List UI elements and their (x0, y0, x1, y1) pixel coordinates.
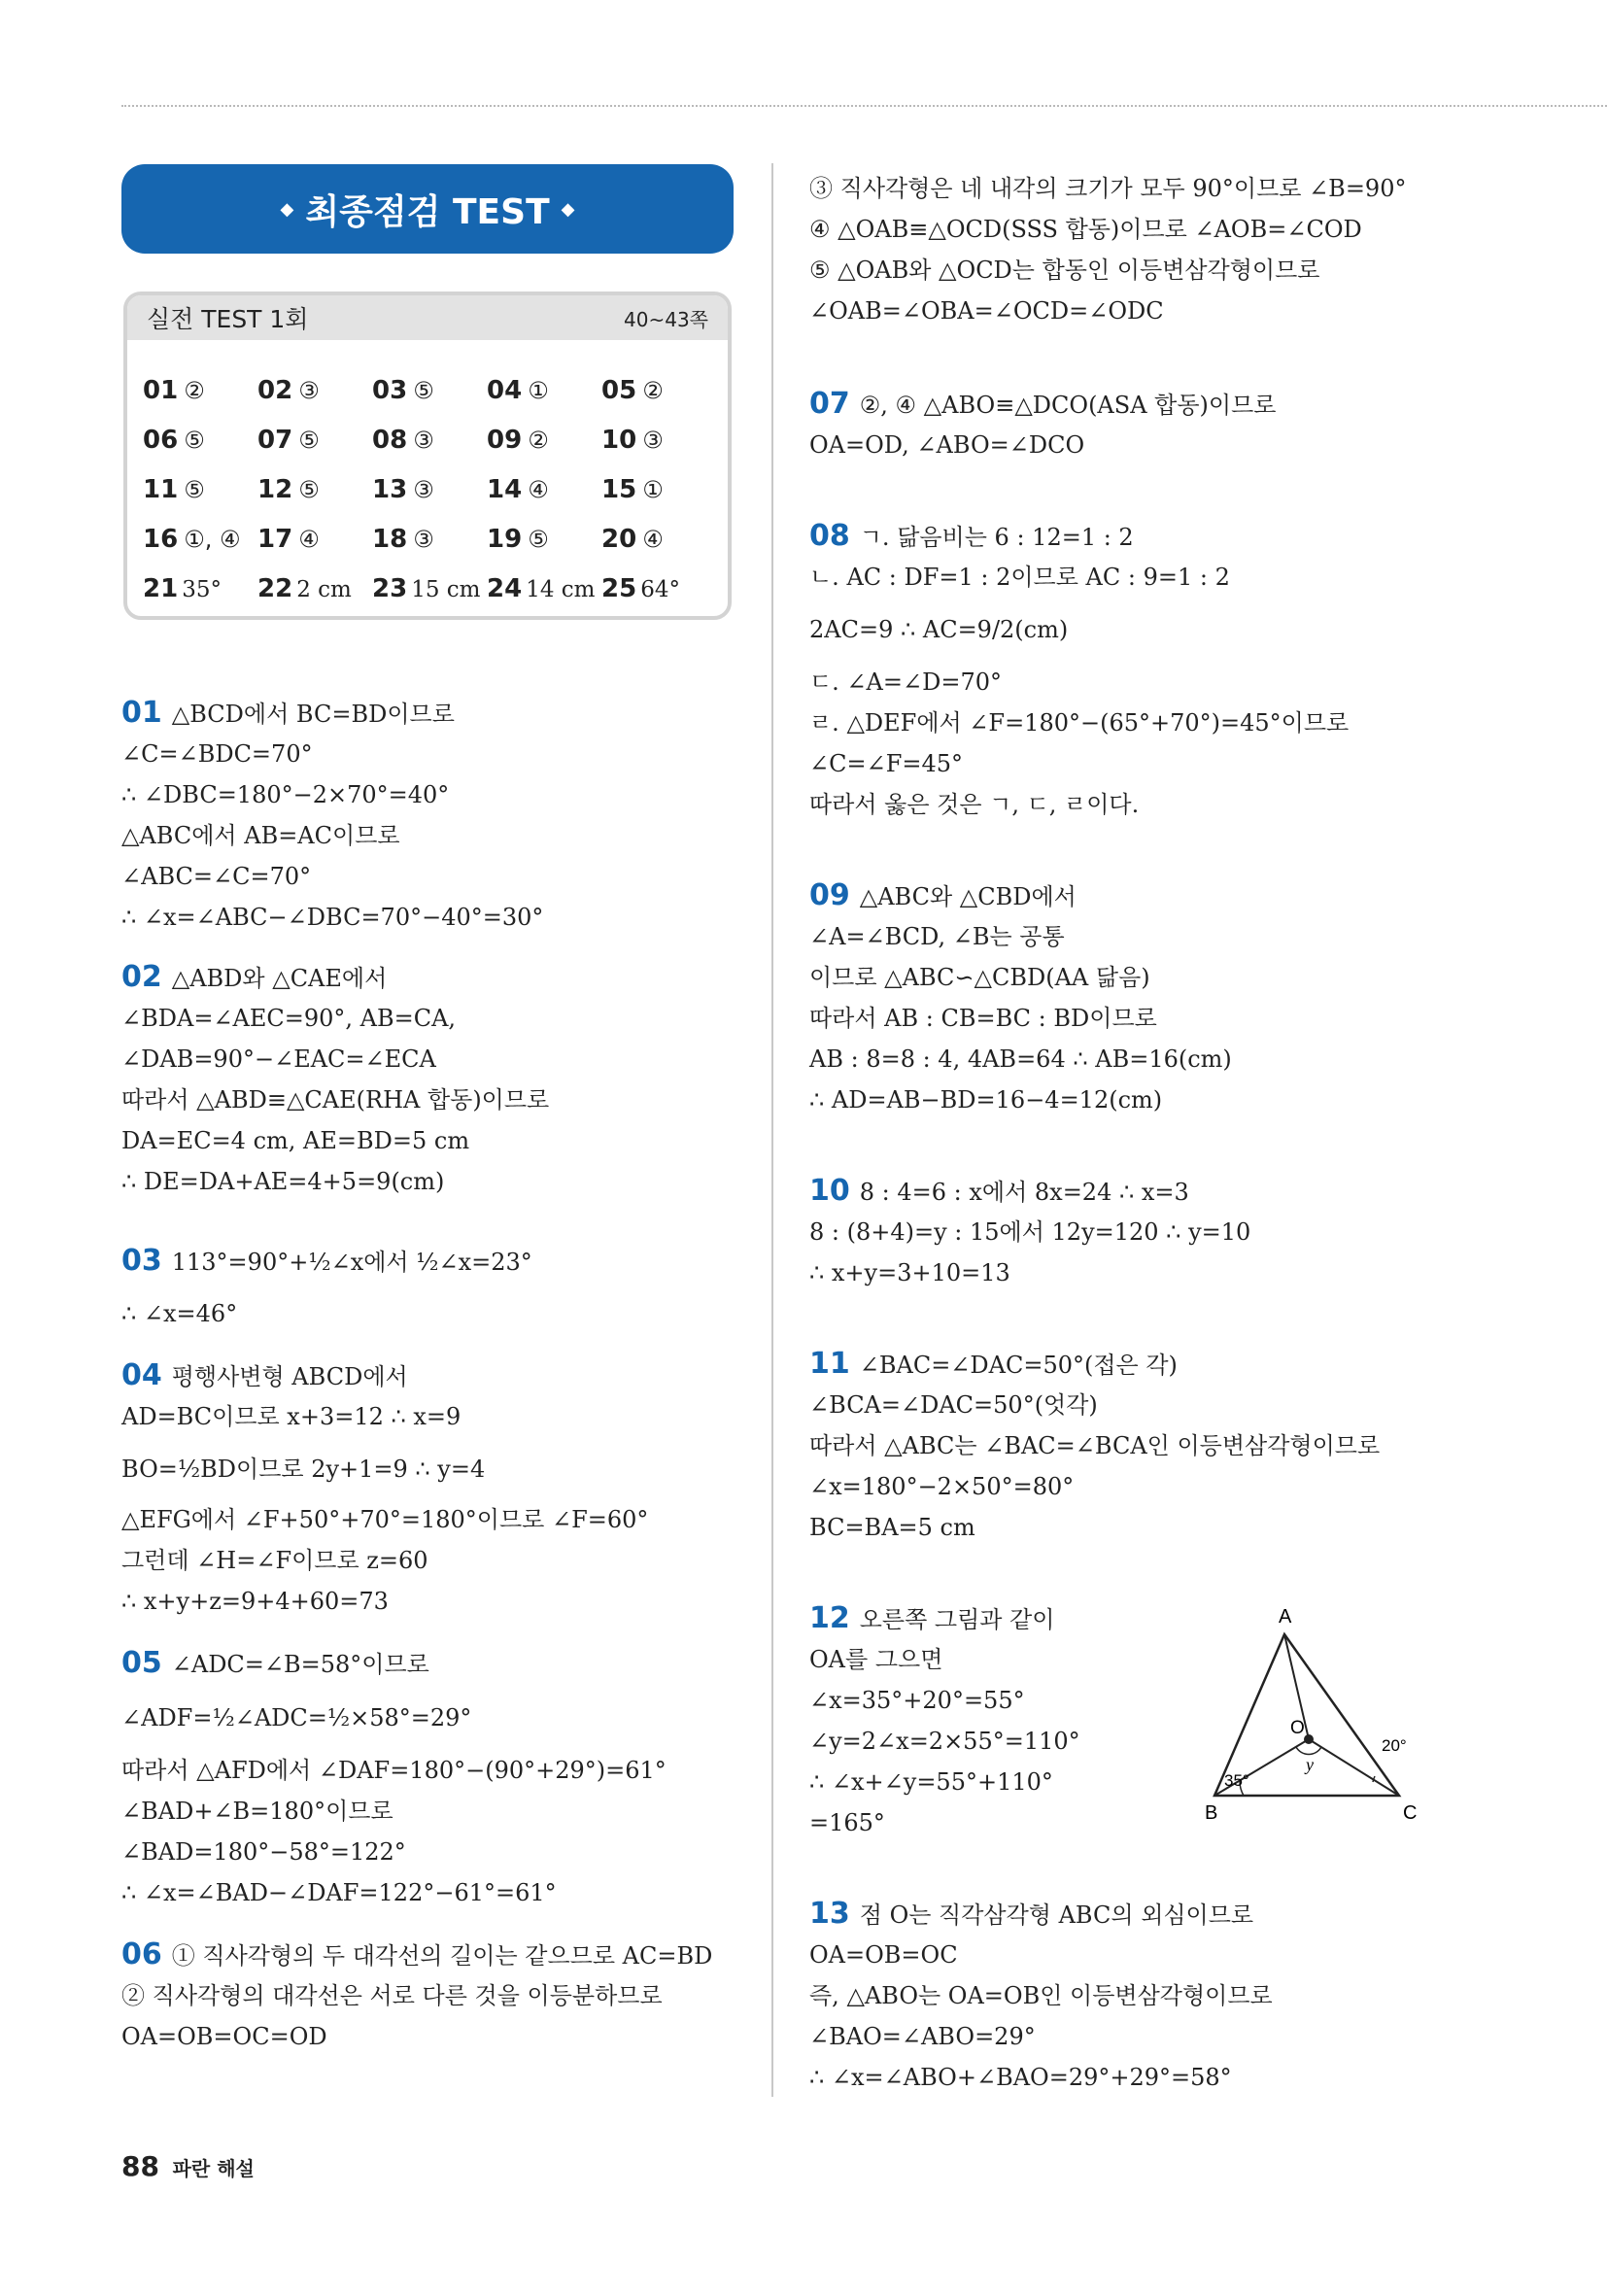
question-number: 12 (809, 1601, 850, 1635)
solution-line (809, 2062, 1232, 2093)
footer-label: 파란 해설 (172, 2157, 255, 2180)
solution-line (121, 1796, 393, 1827)
question-number: 01 (121, 696, 162, 730)
solution-line (809, 614, 1068, 645)
answer-cell (257, 574, 372, 603)
answer-number: 24 (487, 573, 523, 603)
question-number: 02 (121, 960, 162, 994)
solution-line (809, 2021, 1036, 2052)
solution-line (809, 789, 1139, 820)
page-number: 88 (121, 2150, 159, 2182)
answer-value: 2 cm (296, 576, 352, 602)
solution-text: ∠BCA=∠DAC=50°(엇각) (809, 1391, 1098, 1419)
solution-start-line (121, 698, 455, 730)
answer-value: ④ (528, 475, 549, 503)
answer-value: ③ (298, 376, 320, 404)
solution-text: ∠DAB=90°−∠EAC=∠ECA (121, 1045, 436, 1073)
solution-line (121, 861, 311, 892)
solution-line (121, 779, 449, 810)
solution-text: 이므로 △ABC∽△CBD(AA 닮음) (809, 964, 1150, 991)
solution-text: 평행사변형 ABCD에서 (171, 1363, 408, 1390)
solution-text: 2AC=9 ∴ AC=9/2(cm) (809, 616, 1069, 643)
answer-cell (143, 525, 257, 554)
solution-text: ② 직사각형의 대각선은 서로 다른 것을 이등분하므로 (121, 1982, 663, 2009)
solution-text: ∠ADC=∠B=58°이므로 (171, 1651, 429, 1678)
solution-text: ∴ ∠x+∠y=55°+110° (809, 1768, 1053, 1796)
answer-cell (372, 574, 487, 603)
solution-text: 8 : (8+4)=y : 15에서 12y=120 ∴ y=10 (809, 1218, 1251, 1246)
label-a: A (1279, 1606, 1292, 1628)
solution-start-line (121, 1360, 408, 1392)
solution-text: AB : 8=8 : 4, 4AB=64 ∴ AB=16(cm) (809, 1045, 1232, 1073)
answer-value: 14 cm (526, 576, 596, 602)
solution-start-line (809, 1603, 1054, 1635)
solution-line (121, 1401, 461, 1432)
solution-start-line (809, 1176, 1189, 1208)
solution-line (809, 748, 963, 779)
answer-box-header (127, 295, 728, 340)
solution-line (121, 1504, 648, 1535)
solution-text: ㄹ. △DEF에서 ∠F=180°−(65°+70°)=45°이므로 (809, 709, 1350, 737)
answer-value: ① (528, 376, 549, 404)
answer-value: ② (528, 426, 549, 454)
answer-cell (487, 475, 601, 504)
answer-value: ③ (413, 475, 434, 503)
top-dotted-rule (121, 105, 1607, 107)
question-number: 10 (809, 1174, 850, 1208)
solution-start-line (121, 962, 387, 994)
answer-box-title: 실전 TEST 1회 (147, 305, 309, 333)
solution-text: DA=EC=4 cm, AE=BD=5 cm (121, 1127, 470, 1154)
question-number: 05 (121, 1646, 162, 1680)
solution-text: ∠y=2∠x=2×55°=110° (809, 1728, 1080, 1755)
solution-line (809, 1430, 1380, 1461)
answer-cell (372, 525, 487, 554)
answer-value: ③ (413, 426, 434, 454)
solution-text: ∠A=∠BCD, ∠B는 공통 (809, 923, 1065, 950)
answer-cell (487, 376, 601, 405)
diamond-icon: ◆ (561, 198, 575, 220)
answer-number: 12 (257, 474, 293, 504)
solution-start-line (809, 880, 1077, 912)
solution-line (121, 1166, 444, 1197)
answer-row (143, 415, 716, 464)
answer-number: 25 (601, 573, 637, 603)
solution-line (809, 1003, 1157, 1034)
solution-text: ∴ ∠x=∠ABC−∠DBC=70°−40°=30° (121, 904, 544, 931)
solution-line (809, 295, 1164, 326)
section-banner (121, 164, 734, 254)
section-title: 최종점검 TEST (305, 191, 550, 232)
solution-text: ∴ ∠x=∠ABO+∠BAO=29°+29°=58° (809, 2064, 1232, 2091)
answer-number: 22 (257, 573, 293, 603)
answer-row (143, 564, 716, 613)
answer-number: 05 (601, 375, 637, 405)
solution-text: ∠ADF=½∠ADC=½×58°=29° (121, 1704, 472, 1731)
solution-text: OA=OD, ∠ABO=∠DCO (809, 431, 1085, 459)
label-o: O (1290, 1718, 1305, 1738)
question-number: 11 (809, 1347, 850, 1381)
solution-text: 따라서 △ABD≡△CAE(RHA 합동)이므로 (121, 1086, 550, 1114)
solution-start-line (121, 1648, 429, 1680)
solution-text: ∠x=35°+20°=55° (809, 1687, 1025, 1714)
question-number: 03 (121, 1244, 162, 1278)
solution-text: BO=½BD이므로 2y+1=9 ∴ y=4 (121, 1456, 486, 1483)
solution-line (121, 1586, 389, 1617)
point-o (1304, 1734, 1314, 1744)
solution-line (809, 1644, 942, 1675)
solution-text: △ABD와 △CAE에서 (171, 965, 388, 992)
solution-line (121, 1003, 456, 1034)
answer-grid (143, 365, 716, 613)
solution-line (121, 1125, 469, 1156)
answer-cell (487, 574, 601, 603)
solution-line (121, 1298, 237, 1329)
answer-cell (257, 426, 372, 455)
solution-start-line (809, 521, 1134, 553)
solution-line (809, 1807, 885, 1838)
solution-text: OA를 그으면 (809, 1646, 943, 1673)
solution-text: ④ △OAB≡△OCD(SSS 합동)이므로 ∠AOB=∠COD (809, 216, 1362, 243)
column-divider (771, 163, 773, 2097)
answer-cell (257, 525, 372, 554)
answer-value: ⑤ (298, 426, 320, 454)
answer-cell (372, 426, 487, 455)
solution-text: 따라서 옳은 것은 ㄱ, ㄷ, ㄹ이다. (809, 791, 1140, 818)
answer-value: ③ (413, 525, 434, 553)
answer-cell (143, 376, 257, 405)
answer-number: 19 (487, 524, 523, 554)
answer-cell (601, 574, 716, 603)
answer-cell (143, 574, 257, 603)
answer-cell (601, 376, 716, 405)
solution-line (809, 1939, 958, 1970)
solution-line (121, 820, 400, 851)
answer-value: ⑤ (298, 475, 320, 503)
solution-text: ① 직사각형의 두 대각선의 길이는 같으므로 AC=BD (171, 1942, 713, 1970)
answer-row (143, 365, 716, 415)
answer-value: ⑤ (413, 376, 434, 404)
answer-summary-box (123, 291, 732, 620)
answer-value: ④ (642, 525, 664, 553)
solution-text: ∠C=∠BDC=70° (121, 740, 313, 768)
solution-text: 즉, △ABO는 OA=OB인 이등변삼각형이므로 (809, 1982, 1273, 2009)
solution-line (809, 429, 1084, 461)
solution-text: △EFG에서 ∠F+50°+70°=180°이므로 ∠F=60° (121, 1506, 649, 1533)
solution-text: △ABC와 △CBD에서 (859, 883, 1077, 910)
answer-number: 09 (487, 425, 523, 455)
solution-text: ㄴ. AC : DF=1 : 2이므로 AC : 9=1 : 2 (809, 564, 1230, 591)
answer-value: ② (642, 376, 664, 404)
answer-value: ④ (298, 525, 320, 553)
answer-cell (372, 475, 487, 504)
solution-text: ∴ AD=AB−BD=16−4=12(cm) (809, 1086, 1163, 1114)
answer-number: 07 (257, 425, 293, 455)
answer-number: 01 (143, 375, 179, 405)
answer-number: 20 (601, 524, 637, 554)
label-c: C (1403, 1802, 1418, 1823)
question-number: 13 (809, 1897, 850, 1931)
solution-line (121, 1836, 406, 1868)
solution-text: ∠ABC=∠C=70° (121, 863, 312, 890)
solution-text: ∠BAD+∠B=180°이므로 (121, 1798, 393, 1825)
solution-line (809, 1471, 1074, 1502)
solution-line (121, 1980, 663, 2011)
solution-line (121, 1044, 436, 1075)
label-b: B (1205, 1802, 1218, 1823)
solution-text: △ABC에서 AB=AC이므로 (121, 822, 400, 849)
solution-line (809, 962, 1150, 993)
solution-text: 오른쪽 그림과 같이 (859, 1606, 1055, 1633)
solution-text: =165° (809, 1809, 885, 1836)
solution-line (121, 902, 543, 933)
solution-text: 113°=90°+½∠x에서 ½∠x=23° (171, 1249, 532, 1276)
answer-box-pages: 40~43쪽 (624, 307, 708, 331)
solution-line (809, 1044, 1232, 1075)
diamond-icon: ◆ (280, 198, 294, 220)
answer-number: 15 (601, 474, 637, 504)
answer-number: 18 (372, 524, 408, 554)
page-footer (121, 2150, 255, 2182)
solution-line (121, 738, 313, 770)
solution-line (809, 562, 1230, 593)
answer-number: 04 (487, 375, 523, 405)
solution-text: 8 : 4=6 : x에서 8x=24 ∴ x=3 (859, 1179, 1189, 1206)
label-y: y (1306, 1755, 1314, 1774)
solution-line (121, 1545, 428, 1576)
solution-text: ∴ ∠DBC=180°−2×70°=40° (121, 781, 450, 808)
solution-line (121, 2021, 327, 2052)
solution-start-line (121, 1939, 712, 1971)
answer-cell (487, 426, 601, 455)
question-number: 06 (121, 1937, 162, 1971)
question-number: 09 (809, 878, 850, 912)
answer-cell (143, 475, 257, 504)
solution-line (121, 1454, 485, 1485)
solution-text: ③ 직사각형은 네 내각의 크기가 모두 90°이므로 ∠B=90° (809, 175, 1407, 202)
solution-start-line (121, 1246, 532, 1278)
solution-line (121, 1877, 557, 1908)
solution-text: ∠BAC=∠DAC=50°(접은 각) (859, 1352, 1178, 1379)
solution-line (809, 1766, 1053, 1798)
answer-number: 06 (143, 425, 179, 455)
question-number: 07 (809, 387, 850, 421)
label-angle-c: 20° (1382, 1736, 1407, 1755)
solution-text: ∠C=∠F=45° (809, 750, 963, 777)
solution-line (809, 1257, 1010, 1288)
solution-line (809, 1512, 975, 1543)
solution-line (809, 1217, 1250, 1248)
label-angle-b: 35° (1224, 1771, 1249, 1790)
answer-value: 64° (640, 576, 680, 602)
answer-cell (601, 525, 716, 554)
solution-text: ∠BAD=180°−58°=122° (121, 1838, 406, 1866)
question-number: 08 (809, 519, 850, 553)
solution-text: ∴ x+y=3+10=13 (809, 1259, 1010, 1286)
angle-arc-y (1296, 1747, 1321, 1755)
answer-cell (601, 475, 716, 504)
solution-text: 따라서 △ABC는 ∠BAC=∠BCA인 이등변삼각형이므로 (809, 1432, 1381, 1459)
solution-text: ∴ ∠x=46° (121, 1300, 238, 1327)
solution-text: ∴ x+y+z=9+4+60=73 (121, 1588, 389, 1615)
answer-cell (257, 376, 372, 405)
solution-text: △BCD에서 BC=BD이므로 (171, 701, 455, 728)
answer-cell (257, 475, 372, 504)
solution-line (809, 1726, 1080, 1757)
solution-text: OA=OB=OC (809, 1941, 958, 1969)
answer-value: ② (184, 376, 205, 404)
answer-cell (601, 426, 716, 455)
answer-number: 23 (372, 573, 408, 603)
answer-value: ⑤ (184, 426, 205, 454)
solution-text: ②, ④ △ABO≡△DCO(ASA 합동)이므로 (859, 392, 1277, 419)
answer-value: 35° (182, 576, 222, 602)
solution-text: ⑤ △OAB와 △OCD는 합동인 이등변삼각형이므로 (809, 257, 1320, 284)
solution-text: ㄷ. ∠A=∠D=70° (809, 668, 1002, 696)
solution-line (121, 1755, 667, 1786)
solution-text: 점 O는 직각삼각형 ABC의 외심이므로 (859, 1902, 1254, 1929)
solution-start-line (809, 1349, 1178, 1381)
solution-line (121, 1084, 549, 1115)
solution-line (121, 1702, 471, 1733)
solution-text: ∴ DE=DA+AE=4+5=9(cm) (121, 1168, 445, 1195)
solution-line (809, 707, 1349, 738)
answer-row (143, 514, 716, 564)
solution-text: OA=OB=OC=OD (121, 2023, 327, 2050)
answer-cell (372, 376, 487, 405)
answer-number: 10 (601, 425, 637, 455)
answer-value: ③ (642, 426, 664, 454)
solution-start-line (809, 389, 1276, 421)
answer-number: 21 (143, 573, 179, 603)
answer-number: 14 (487, 474, 523, 504)
solution-text: BC=BA=5 cm (809, 1514, 975, 1541)
solution-line (809, 214, 1362, 245)
solution-text: ㄱ. 닮음비는 6 : 12=1 : 2 (859, 524, 1134, 551)
answer-number: 13 (372, 474, 408, 504)
answer-value: ① (642, 475, 664, 503)
answer-value: ⑤ (528, 525, 549, 553)
solution-line (809, 255, 1319, 286)
solution-text: 따라서 △AFD에서 ∠DAF=180°−(90°+29°)=61° (121, 1757, 667, 1784)
answer-number: 02 (257, 375, 293, 405)
solution-text: ∴ ∠x=∠BAD−∠DAF=122°−61°=61° (121, 1879, 557, 1906)
solution-line (809, 1980, 1273, 2011)
question-number: 04 (121, 1358, 162, 1392)
solution-text: 그런데 ∠H=∠F이므로 z=60 (121, 1547, 428, 1574)
answer-cell (487, 525, 601, 554)
answer-row (143, 464, 716, 514)
solution-text: ∠x=180°−2×50°=80° (809, 1473, 1075, 1500)
answer-value: ①, ④ (184, 525, 241, 553)
answer-number: 17 (257, 524, 293, 554)
solution-text: ∠BAO=∠ABO=29° (809, 2023, 1036, 2050)
triangle-figure (1205, 1605, 1438, 1823)
answer-cell (143, 426, 257, 455)
answer-number: 08 (372, 425, 408, 455)
solution-text: ∠OAB=∠OBA=∠OCD=∠ODC (809, 297, 1164, 325)
solution-line (809, 1389, 1098, 1421)
solution-line (809, 173, 1406, 204)
solution-line (809, 1084, 1162, 1115)
solution-line (809, 1685, 1025, 1716)
answer-number: 16 (143, 524, 179, 554)
answer-number: 03 (372, 375, 408, 405)
answer-value: ⑤ (184, 475, 205, 503)
solution-line (809, 667, 1002, 698)
solution-text: 따라서 AB : CB=BC : BD이므로 (809, 1005, 1157, 1032)
solution-line (809, 921, 1065, 952)
solution-text: AD=BC이므로 x+3=12 ∴ x=9 (121, 1403, 462, 1430)
solution-text: ∠BDA=∠AEC=90°, AB=CA, (121, 1005, 457, 1032)
answer-value: 15 cm (411, 576, 481, 602)
solution-start-line (809, 1899, 1253, 1931)
answer-number: 11 (143, 474, 179, 504)
